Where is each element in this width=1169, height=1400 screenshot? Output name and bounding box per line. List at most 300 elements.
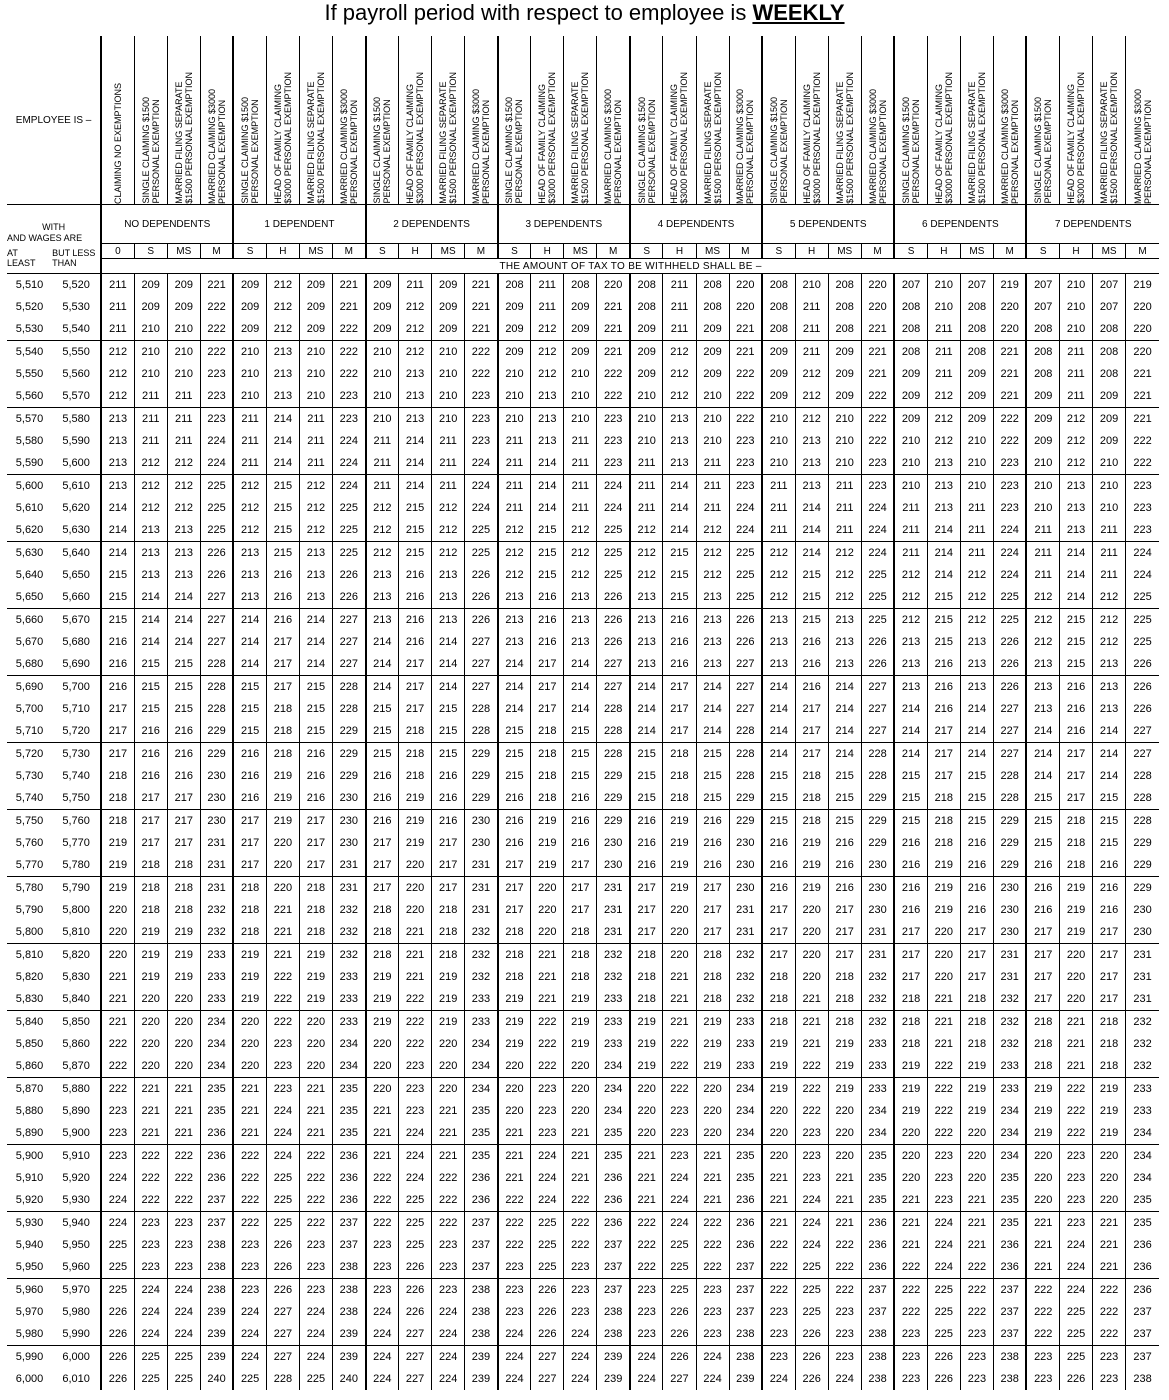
tax-amount-cell: 219 bbox=[167, 921, 200, 944]
tax-amount-cell: 226 bbox=[1060, 1368, 1093, 1390]
tax-amount-cell: 232 bbox=[1126, 1033, 1159, 1055]
tax-amount-cell: 238 bbox=[200, 1279, 233, 1302]
tax-amount-cell: 237 bbox=[465, 1234, 498, 1256]
tax-amount-cell: 212 bbox=[828, 542, 861, 565]
tax-amount-cell: 233 bbox=[729, 1055, 762, 1078]
tax-amount-cell: 218 bbox=[1093, 1033, 1126, 1055]
tax-amount-cell: 236 bbox=[861, 1256, 894, 1279]
tax-amount-cell: 209 bbox=[894, 363, 927, 385]
tax-amount-cell: 213 bbox=[399, 385, 432, 408]
tax-amount-cell: 232 bbox=[993, 1011, 1026, 1034]
tax-amount-cell: 234 bbox=[465, 1055, 498, 1078]
tax-amount-cell: 234 bbox=[729, 1100, 762, 1122]
tax-amount-cell: 221 bbox=[993, 385, 1026, 408]
table-row bbox=[7, 475, 1159, 498]
tax-amount-cell: 212 bbox=[828, 586, 861, 609]
tax-amount-cell: 211 bbox=[498, 475, 531, 498]
tax-amount-cell: 222 bbox=[729, 385, 762, 408]
tax-amount-cell: 217 bbox=[762, 899, 795, 921]
tax-amount-cell: 223 bbox=[927, 1167, 960, 1189]
tax-amount-cell: 232 bbox=[1126, 1011, 1159, 1034]
tax-amount-cell: 214 bbox=[167, 609, 200, 632]
tax-amount-cell: 222 bbox=[696, 1212, 729, 1235]
column-heading bbox=[927, 36, 960, 205]
tax-amount-cell: 211 bbox=[432, 430, 465, 452]
tax-amount-cell: 239 bbox=[465, 1368, 498, 1390]
column-heading-text: HEAD OF FAMILY CLAIMING $3000 PERSONAL EXEMPTION bbox=[801, 72, 822, 204]
wage-less-than: 5,880 bbox=[62, 1083, 90, 1095]
tax-amount-cell: 211 bbox=[564, 430, 597, 452]
tax-amount-cell: 213 bbox=[266, 385, 299, 408]
tax-amount-cell: 225 bbox=[795, 1301, 828, 1323]
tax-amount-cell: 225 bbox=[663, 1279, 696, 1302]
tax-amount-cell: 220 bbox=[630, 1078, 663, 1101]
tax-amount-cell: 211 bbox=[299, 408, 332, 431]
tax-amount-cell: 222 bbox=[299, 1212, 332, 1235]
tax-amount-cell: 231 bbox=[993, 966, 1026, 988]
tax-amount-cell: 212 bbox=[134, 497, 167, 519]
tax-amount-cell: 224 bbox=[233, 1323, 266, 1346]
column-heading-text: MARRIED CLAIMING $3000 PERSONAL EXEMPTION bbox=[999, 88, 1020, 204]
tax-amount-cell: 214 bbox=[1060, 542, 1093, 565]
tax-amount-cell: 218 bbox=[366, 921, 399, 944]
tax-amount-cell: 216 bbox=[432, 765, 465, 787]
tax-amount-cell: 216 bbox=[564, 810, 597, 833]
tax-amount-cell: 228 bbox=[729, 765, 762, 787]
tax-amount-cell: 212 bbox=[630, 519, 663, 542]
wage-less-than: 5,680 bbox=[62, 636, 90, 648]
tax-amount-cell: 216 bbox=[233, 787, 266, 810]
tax-amount-cell: 211 bbox=[795, 318, 828, 341]
tax-amount-cell: 221 bbox=[696, 1167, 729, 1189]
tax-amount-cell: 224 bbox=[366, 1346, 399, 1369]
tax-amount-cell: 223 bbox=[332, 385, 365, 408]
tax-amount-cell: 224 bbox=[663, 1167, 696, 1189]
tax-amount-cell: 228 bbox=[1126, 787, 1159, 810]
tax-amount-cell: 218 bbox=[828, 988, 861, 1011]
tax-amount-cell: 210 bbox=[630, 430, 663, 452]
tax-amount-cell: 215 bbox=[299, 720, 332, 743]
tax-amount-cell: 218 bbox=[134, 854, 167, 877]
tax-amount-cell: 219 bbox=[1126, 274, 1159, 297]
tax-amount-cell: 220 bbox=[134, 1033, 167, 1055]
tax-amount-cell: 224 bbox=[1060, 1256, 1093, 1279]
tax-amount-cell: 229 bbox=[1126, 832, 1159, 854]
table-row bbox=[7, 1368, 1159, 1390]
tax-amount-cell: 226 bbox=[993, 653, 1026, 676]
with-text: WITH bbox=[42, 221, 66, 232]
tax-amount-cell: 215 bbox=[266, 475, 299, 498]
tax-amount-cell: 211 bbox=[663, 318, 696, 341]
tax-amount-cell: 210 bbox=[1093, 452, 1126, 475]
tax-amount-cell: 214 bbox=[134, 609, 167, 632]
column-heading bbox=[332, 36, 365, 205]
tax-amount-cell: 224 bbox=[1126, 542, 1159, 565]
tax-amount-cell: 226 bbox=[663, 1323, 696, 1346]
tax-amount-cell: 219 bbox=[531, 810, 564, 833]
column-code: MS bbox=[960, 244, 993, 259]
tax-amount-cell: 222 bbox=[729, 408, 762, 431]
tax-amount-cell: 213 bbox=[134, 519, 167, 542]
tax-amount-cell: 220 bbox=[101, 921, 134, 944]
tax-amount-cell: 232 bbox=[861, 1011, 894, 1034]
tax-amount-cell: 215 bbox=[399, 497, 432, 519]
tax-amount-cell: 213 bbox=[762, 631, 795, 653]
tax-amount-cell: 236 bbox=[597, 1189, 630, 1212]
tax-amount-cell: 212 bbox=[134, 452, 167, 475]
tax-amount-cell: 238 bbox=[465, 1301, 498, 1323]
tax-amount-cell: 217 bbox=[663, 676, 696, 699]
tax-amount-cell: 237 bbox=[597, 1256, 630, 1279]
column-heading bbox=[762, 36, 795, 205]
column-heading-text: MARRIED CLAIMING $3000 PERSONAL EXEMPTION bbox=[1132, 88, 1153, 204]
tax-amount-cell: 218 bbox=[101, 810, 134, 833]
wage-less-than: 5,620 bbox=[62, 502, 90, 514]
tax-amount-cell: 223 bbox=[200, 363, 233, 385]
tax-amount-cell: 222 bbox=[927, 1100, 960, 1122]
tax-amount-cell: 235 bbox=[465, 1100, 498, 1122]
tax-amount-cell: 215 bbox=[1060, 609, 1093, 632]
tax-amount-cell: 217 bbox=[101, 698, 134, 720]
tax-amount-cell: 225 bbox=[993, 586, 1026, 609]
tax-amount-cell: 210 bbox=[696, 408, 729, 431]
table-row bbox=[7, 631, 1159, 653]
tax-amount-cell: 217 bbox=[1093, 988, 1126, 1011]
tax-amount-cell: 233 bbox=[200, 944, 233, 967]
tax-amount-cell: 224 bbox=[134, 1279, 167, 1302]
tax-amount-cell: 221 bbox=[167, 1078, 200, 1101]
tax-amount-cell: 221 bbox=[266, 921, 299, 944]
tax-amount-cell: 208 bbox=[828, 274, 861, 297]
tax-amount-cell: 219 bbox=[894, 1100, 927, 1122]
tax-amount-cell: 219 bbox=[663, 832, 696, 854]
tax-amount-cell: 231 bbox=[200, 832, 233, 854]
tax-amount-cell: 232 bbox=[729, 966, 762, 988]
tax-amount-cell: 220 bbox=[1060, 966, 1093, 988]
dependents-group-label: 2 DEPENDENTS bbox=[366, 205, 498, 244]
tax-amount-cell: 233 bbox=[332, 1011, 365, 1034]
tax-amount-cell: 235 bbox=[729, 1167, 762, 1189]
tax-amount-cell: 212 bbox=[696, 519, 729, 542]
table-row bbox=[7, 1011, 1159, 1034]
tax-amount-cell: 217 bbox=[630, 899, 663, 921]
tax-amount-cell: 216 bbox=[630, 832, 663, 854]
tax-amount-cell: 227 bbox=[597, 676, 630, 699]
tax-amount-cell: 236 bbox=[597, 1212, 630, 1235]
tax-amount-cell: 230 bbox=[1126, 921, 1159, 944]
column-code: H bbox=[795, 244, 828, 259]
tax-amount-cell: 229 bbox=[993, 832, 1026, 854]
tax-amount-cell: 239 bbox=[729, 1368, 762, 1390]
table-row bbox=[7, 564, 1159, 586]
tax-amount-cell: 227 bbox=[465, 631, 498, 653]
tax-amount-cell: 237 bbox=[1126, 1346, 1159, 1369]
tax-amount-cell: 228 bbox=[597, 720, 630, 743]
tax-amount-cell: 221 bbox=[861, 341, 894, 364]
tax-amount-cell: 217 bbox=[399, 653, 432, 676]
tax-amount-cell: 223 bbox=[465, 430, 498, 452]
tax-amount-cell: 210 bbox=[299, 385, 332, 408]
tax-amount-cell: 228 bbox=[729, 720, 762, 743]
tax-amount-cell: 218 bbox=[696, 966, 729, 988]
column-heading bbox=[564, 36, 597, 205]
wage-less-than: 5,550 bbox=[62, 346, 90, 358]
tax-amount-cell: 223 bbox=[134, 1212, 167, 1235]
tax-amount-cell: 209 bbox=[432, 318, 465, 341]
wage-less-than: 5,610 bbox=[62, 480, 90, 492]
tax-amount-cell: 216 bbox=[1026, 899, 1059, 921]
tax-amount-cell: 224 bbox=[498, 1346, 531, 1369]
tax-amount-cell: 212 bbox=[663, 341, 696, 364]
table-row bbox=[7, 1078, 1159, 1101]
tax-amount-cell: 214 bbox=[233, 609, 266, 632]
tax-amount-cell: 219 bbox=[927, 854, 960, 877]
tax-amount-cell: 222 bbox=[200, 318, 233, 341]
tax-amount-cell: 210 bbox=[960, 430, 993, 452]
tax-amount-cell: 222 bbox=[828, 1279, 861, 1302]
tax-amount-cell: 212 bbox=[531, 341, 564, 364]
tax-amount-cell: 217 bbox=[1026, 966, 1059, 988]
tax-amount-cell: 236 bbox=[1126, 1234, 1159, 1256]
tax-amount-cell: 219 bbox=[531, 854, 564, 877]
tax-amount-cell: 227 bbox=[861, 698, 894, 720]
tax-amount-cell: 209 bbox=[299, 274, 332, 297]
tax-amount-cell: 219 bbox=[233, 944, 266, 967]
tax-amount-cell: 224 bbox=[828, 1368, 861, 1390]
tax-amount-cell: 224 bbox=[432, 1323, 465, 1346]
tax-amount-cell: 214 bbox=[167, 631, 200, 653]
tax-amount-cell: 210 bbox=[299, 363, 332, 385]
tax-amount-cell: 208 bbox=[960, 296, 993, 318]
tax-amount-cell: 216 bbox=[927, 698, 960, 720]
tax-amount-cell: 223 bbox=[1093, 1346, 1126, 1369]
tax-amount-cell: 217 bbox=[432, 854, 465, 877]
tax-amount-cell: 220 bbox=[663, 944, 696, 967]
tax-amount-cell: 207 bbox=[960, 274, 993, 297]
tax-amount-cell: 218 bbox=[266, 720, 299, 743]
tax-amount-cell: 209 bbox=[960, 385, 993, 408]
tax-amount-cell: 216 bbox=[299, 787, 332, 810]
tax-amount-cell: 222 bbox=[894, 1279, 927, 1302]
wages-label bbox=[7, 205, 101, 244]
wage-less-than: 5,910 bbox=[62, 1150, 90, 1162]
tax-amount-cell: 211 bbox=[167, 408, 200, 431]
tax-amount-cell: 220 bbox=[564, 1078, 597, 1101]
table-row bbox=[7, 385, 1159, 408]
column-code: M bbox=[993, 244, 1026, 259]
withholding-banner: THE AMOUNT OF TAX TO BE WITHHELD SHALL BE – bbox=[101, 259, 1159, 274]
tax-amount-cell: 233 bbox=[332, 988, 365, 1011]
tax-amount-cell: 231 bbox=[729, 899, 762, 921]
tax-amount-cell: 220 bbox=[266, 877, 299, 900]
tax-amount-cell: 224 bbox=[167, 1323, 200, 1346]
tax-amount-cell: 221 bbox=[465, 274, 498, 297]
tax-amount-cell: 222 bbox=[630, 1234, 663, 1256]
tax-amount-cell: 209 bbox=[696, 318, 729, 341]
tax-amount-cell: 221 bbox=[233, 1100, 266, 1122]
tax-amount-cell: 213 bbox=[894, 676, 927, 699]
tax-amount-cell: 214 bbox=[531, 452, 564, 475]
table-row bbox=[7, 765, 1159, 787]
tax-amount-cell: 223 bbox=[366, 1279, 399, 1302]
tax-amount-cell: 220 bbox=[861, 296, 894, 318]
wage-less-than: 5,950 bbox=[62, 1239, 90, 1251]
tax-amount-cell: 209 bbox=[1026, 385, 1059, 408]
tax-amount-cell: 209 bbox=[1093, 430, 1126, 452]
tax-amount-cell: 224 bbox=[564, 1323, 597, 1346]
tax-amount-cell: 219 bbox=[299, 966, 332, 988]
tax-amount-cell: 225 bbox=[729, 564, 762, 586]
tax-amount-cell: 229 bbox=[1126, 877, 1159, 900]
wage-at-least: 5,730 bbox=[15, 770, 44, 782]
tax-amount-cell: 215 bbox=[101, 609, 134, 632]
tax-amount-cell: 208 bbox=[1093, 318, 1126, 341]
tax-amount-cell: 224 bbox=[861, 497, 894, 519]
tax-amount-cell: 224 bbox=[332, 430, 365, 452]
tax-amount-cell: 212 bbox=[894, 586, 927, 609]
tax-amount-cell: 223 bbox=[399, 1055, 432, 1078]
tax-amount-cell: 217 bbox=[233, 832, 266, 854]
tax-amount-cell: 224 bbox=[564, 1368, 597, 1390]
tax-amount-cell: 209 bbox=[960, 408, 993, 431]
tax-amount-cell: 217 bbox=[1093, 966, 1126, 988]
tax-amount-cell: 209 bbox=[299, 296, 332, 318]
tax-amount-cell: 212 bbox=[894, 609, 927, 632]
tax-amount-cell: 212 bbox=[927, 430, 960, 452]
tax-amount-cell: 217 bbox=[828, 921, 861, 944]
tax-amount-cell: 209 bbox=[498, 296, 531, 318]
tax-amount-cell: 224 bbox=[101, 1167, 134, 1189]
table-row bbox=[7, 1033, 1159, 1055]
tax-amount-cell: 213 bbox=[1060, 475, 1093, 498]
tax-amount-cell: 235 bbox=[861, 1167, 894, 1189]
tax-amount-cell: 233 bbox=[465, 988, 498, 1011]
tax-amount-cell: 214 bbox=[927, 542, 960, 565]
tax-amount-cell: 222 bbox=[894, 1256, 927, 1279]
tax-amount-cell: 216 bbox=[762, 877, 795, 900]
tax-amount-cell: 233 bbox=[465, 1011, 498, 1034]
tax-amount-cell: 231 bbox=[200, 854, 233, 877]
tax-amount-cell: 212 bbox=[1060, 452, 1093, 475]
tax-amount-cell: 221 bbox=[762, 1167, 795, 1189]
tax-amount-cell: 210 bbox=[762, 452, 795, 475]
table-row bbox=[7, 877, 1159, 900]
column-code: S bbox=[894, 244, 927, 259]
column-code: H bbox=[663, 244, 696, 259]
tax-amount-cell: 229 bbox=[597, 765, 630, 787]
wage-at-least: 5,580 bbox=[15, 435, 44, 447]
column-heading bbox=[1060, 36, 1093, 205]
tax-amount-cell: 232 bbox=[465, 921, 498, 944]
tax-amount-cell: 222 bbox=[399, 988, 432, 1011]
tax-amount-cell: 213 bbox=[1060, 497, 1093, 519]
tax-amount-cell: 215 bbox=[927, 631, 960, 653]
column-heading-text: MARRIED CLAIMING $3000 PERSONAL EXEMPTION bbox=[603, 88, 624, 204]
tax-amount-cell: 223 bbox=[299, 1234, 332, 1256]
wage-less-than: 5,960 bbox=[52, 1256, 101, 1279]
tax-amount-cell: 220 bbox=[696, 1100, 729, 1122]
tax-amount-cell: 215 bbox=[630, 787, 663, 810]
tax-amount-cell: 224 bbox=[299, 1346, 332, 1369]
tax-amount-cell: 217 bbox=[828, 899, 861, 921]
tax-amount-cell: 222 bbox=[993, 408, 1026, 431]
tax-amount-cell: 216 bbox=[531, 631, 564, 653]
tax-amount-cell: 227 bbox=[663, 1368, 696, 1390]
tax-amount-cell: 227 bbox=[332, 609, 365, 632]
tax-amount-cell: 222 bbox=[299, 1145, 332, 1168]
column-heading-text: SINGLE CLAIMING $1500 PERSONAL EXEMPTION bbox=[1033, 97, 1054, 204]
tax-amount-cell: 221 bbox=[266, 944, 299, 967]
tax-amount-cell: 219 bbox=[101, 877, 134, 900]
column-heading-text: SINGLE CLAIMING $1500 PERSONAL EXEMPTION bbox=[240, 97, 261, 204]
tax-amount-cell: 210 bbox=[564, 385, 597, 408]
tax-amount-cell: 217 bbox=[696, 921, 729, 944]
tax-amount-cell: 216 bbox=[894, 832, 927, 854]
tax-amount-cell: 223 bbox=[696, 1323, 729, 1346]
tax-amount-cell: 220 bbox=[233, 1033, 266, 1055]
tax-amount-cell: 215 bbox=[531, 564, 564, 586]
tax-amount-cell: 215 bbox=[927, 586, 960, 609]
tax-amount-cell: 212 bbox=[101, 385, 134, 408]
column-code: S bbox=[134, 244, 167, 259]
tax-amount-cell: 229 bbox=[861, 832, 894, 854]
tax-amount-cell: 232 bbox=[597, 966, 630, 988]
tax-amount-cell: 225 bbox=[927, 1279, 960, 1302]
tax-amount-cell: 223 bbox=[233, 1234, 266, 1256]
tax-amount-cell: 238 bbox=[200, 1256, 233, 1279]
tax-amount-cell: 212 bbox=[366, 542, 399, 565]
tax-amount-cell: 229 bbox=[1126, 854, 1159, 877]
tax-amount-cell: 221 bbox=[1126, 385, 1159, 408]
tax-amount-cell: 216 bbox=[432, 810, 465, 833]
tax-amount-cell: 235 bbox=[729, 1145, 762, 1168]
tax-amount-cell: 222 bbox=[663, 1078, 696, 1101]
tax-amount-cell: 216 bbox=[233, 743, 266, 766]
tax-amount-cell: 217 bbox=[366, 877, 399, 900]
tax-amount-cell: 220 bbox=[762, 1100, 795, 1122]
tax-amount-cell: 220 bbox=[1126, 318, 1159, 341]
tax-amount-cell: 217 bbox=[927, 743, 960, 766]
tax-amount-cell: 225 bbox=[101, 1279, 134, 1302]
tax-amount-cell: 223 bbox=[927, 1145, 960, 1168]
tax-amount-cell: 219 bbox=[762, 1033, 795, 1055]
tax-amount-cell: 222 bbox=[927, 1078, 960, 1101]
tax-amount-cell: 215 bbox=[1093, 832, 1126, 854]
tax-amount-cell: 220 bbox=[366, 1033, 399, 1055]
tax-amount-cell: 230 bbox=[993, 899, 1026, 921]
tax-amount-cell: 210 bbox=[696, 385, 729, 408]
tax-amount-cell: 220 bbox=[795, 921, 828, 944]
tax-amount-cell: 236 bbox=[861, 1212, 894, 1235]
tax-amount-cell: 212 bbox=[266, 318, 299, 341]
tax-amount-cell: 219 bbox=[564, 1033, 597, 1055]
tax-amount-cell: 225 bbox=[861, 586, 894, 609]
tax-amount-cell: 208 bbox=[1026, 318, 1059, 341]
column-heading bbox=[134, 36, 167, 205]
column-heading bbox=[200, 36, 233, 205]
tax-amount-cell: 221 bbox=[1060, 1033, 1093, 1055]
tax-amount-cell: 221 bbox=[465, 318, 498, 341]
tax-amount-cell: 208 bbox=[1026, 363, 1059, 385]
tax-amount-cell: 218 bbox=[1093, 1055, 1126, 1078]
tax-amount-cell: 212 bbox=[299, 519, 332, 542]
tax-amount-cell: 214 bbox=[1026, 765, 1059, 787]
tax-amount-cell: 228 bbox=[332, 676, 365, 699]
tax-amount-cell: 213 bbox=[960, 676, 993, 699]
tax-amount-cell: 212 bbox=[399, 341, 432, 364]
tax-amount-cell: 218 bbox=[167, 877, 200, 900]
tax-amount-cell: 225 bbox=[167, 1368, 200, 1390]
